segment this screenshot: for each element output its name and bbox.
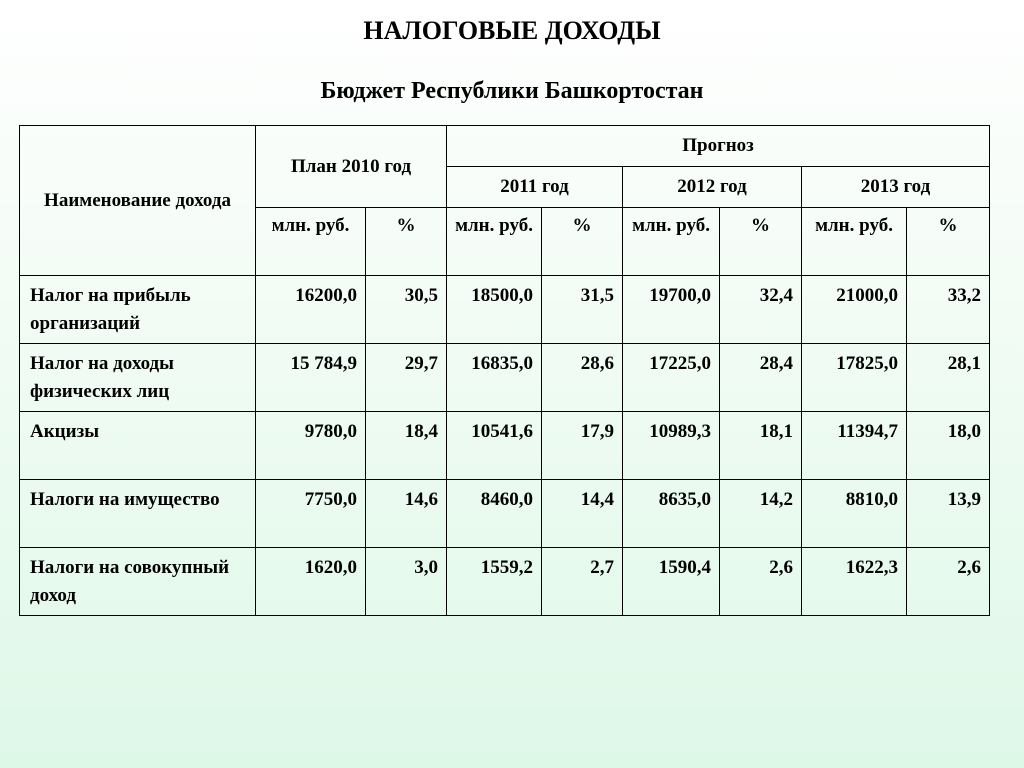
value-mln-cell: 17225,0 [623, 344, 720, 412]
value-mln-cell: 16200,0 [256, 276, 366, 344]
row-name: Налоги на совокупный доход [20, 548, 256, 616]
table-row [20, 412, 990, 480]
value-pct-cell: 18,1 [720, 412, 802, 480]
table-row [20, 548, 990, 616]
value-pct-cell: 14,6 [366, 480, 447, 548]
value-pct-cell: 13,9 [907, 480, 990, 548]
value-pct-cell: 2,7 [542, 548, 623, 616]
value-mln-cell: 1622,3 [802, 548, 907, 616]
value-pct-cell: 14,4 [542, 480, 623, 548]
value-pct-cell: 32,4 [720, 276, 802, 344]
value-mln-cell: 9780,0 [256, 412, 366, 480]
value-pct-cell: 2,6 [720, 548, 802, 616]
value-pct-cell: 3,0 [366, 548, 447, 616]
row-name: Акцизы [20, 412, 256, 480]
header-name-col: Наименование дохода [20, 126, 256, 276]
value-pct-cell: 28,6 [542, 344, 623, 412]
value-mln-cell: 21000,0 [802, 276, 907, 344]
value-pct-cell: 14,2 [720, 480, 802, 548]
value-mln-cell: 10989,3 [623, 412, 720, 480]
value-mln-cell: 8810,0 [802, 480, 907, 548]
table-row [20, 480, 990, 548]
value-pct-cell: 18,4 [366, 412, 447, 480]
value-mln-cell: 7750,0 [256, 480, 366, 548]
value-pct-cell: 18,0 [907, 412, 990, 480]
value-mln-cell: 15 784,9 [256, 344, 366, 412]
header-unit-mln: млн. руб. [447, 208, 542, 276]
header-unit-pct: % [542, 208, 623, 276]
value-mln-cell: 18500,0 [447, 276, 542, 344]
value-mln-cell: 1620,0 [256, 548, 366, 616]
header-forecast: Прогноз [447, 126, 990, 167]
table-row [20, 276, 990, 344]
header-unit-mln: млн. руб. [623, 208, 720, 276]
header-year-2011: 2011 год [447, 167, 623, 208]
row-name: Налог на доходы физических лиц [20, 344, 256, 412]
header-unit-pct: % [720, 208, 802, 276]
page-title: НАЛОГОВЫЕ ДОХОДЫ [363, 16, 661, 45]
header-unit-mln: млн. руб. [256, 208, 366, 276]
value-pct-cell: 31,5 [542, 276, 623, 344]
value-mln-cell: 10541,6 [447, 412, 542, 480]
header-year-2012: 2012 год [623, 167, 802, 208]
header-unit-pct: % [907, 208, 990, 276]
value-mln-cell: 1559,2 [447, 548, 542, 616]
value-mln-cell: 17825,0 [802, 344, 907, 412]
value-mln-cell: 11394,7 [802, 412, 907, 480]
value-pct-cell: 2,6 [907, 548, 990, 616]
value-pct-cell: 28,4 [720, 344, 802, 412]
value-mln-cell: 19700,0 [623, 276, 720, 344]
row-name: Налог на прибыль организаций [20, 276, 256, 344]
value-mln-cell: 8635,0 [623, 480, 720, 548]
header-unit-mln: млн. руб. [802, 208, 907, 276]
header-year-2013: 2013 год [802, 167, 990, 208]
value-pct-cell: 29,7 [366, 344, 447, 412]
table-row [20, 344, 990, 412]
value-pct-cell: 30,5 [366, 276, 447, 344]
value-mln-cell: 1590,4 [623, 548, 720, 616]
row-name: Налоги на имущество [20, 480, 256, 548]
page-subtitle: Бюджет Республики Башкортостан [320, 78, 704, 104]
tax-revenue-table [19, 125, 990, 616]
value-pct-cell: 17,9 [542, 412, 623, 480]
header-plan-2010: План 2010 год [256, 126, 447, 208]
value-pct-cell: 28,1 [907, 344, 990, 412]
value-pct-cell: 33,2 [907, 276, 990, 344]
value-mln-cell: 8460,0 [447, 480, 542, 548]
value-mln-cell: 16835,0 [447, 344, 542, 412]
header-unit-pct: % [366, 208, 447, 276]
